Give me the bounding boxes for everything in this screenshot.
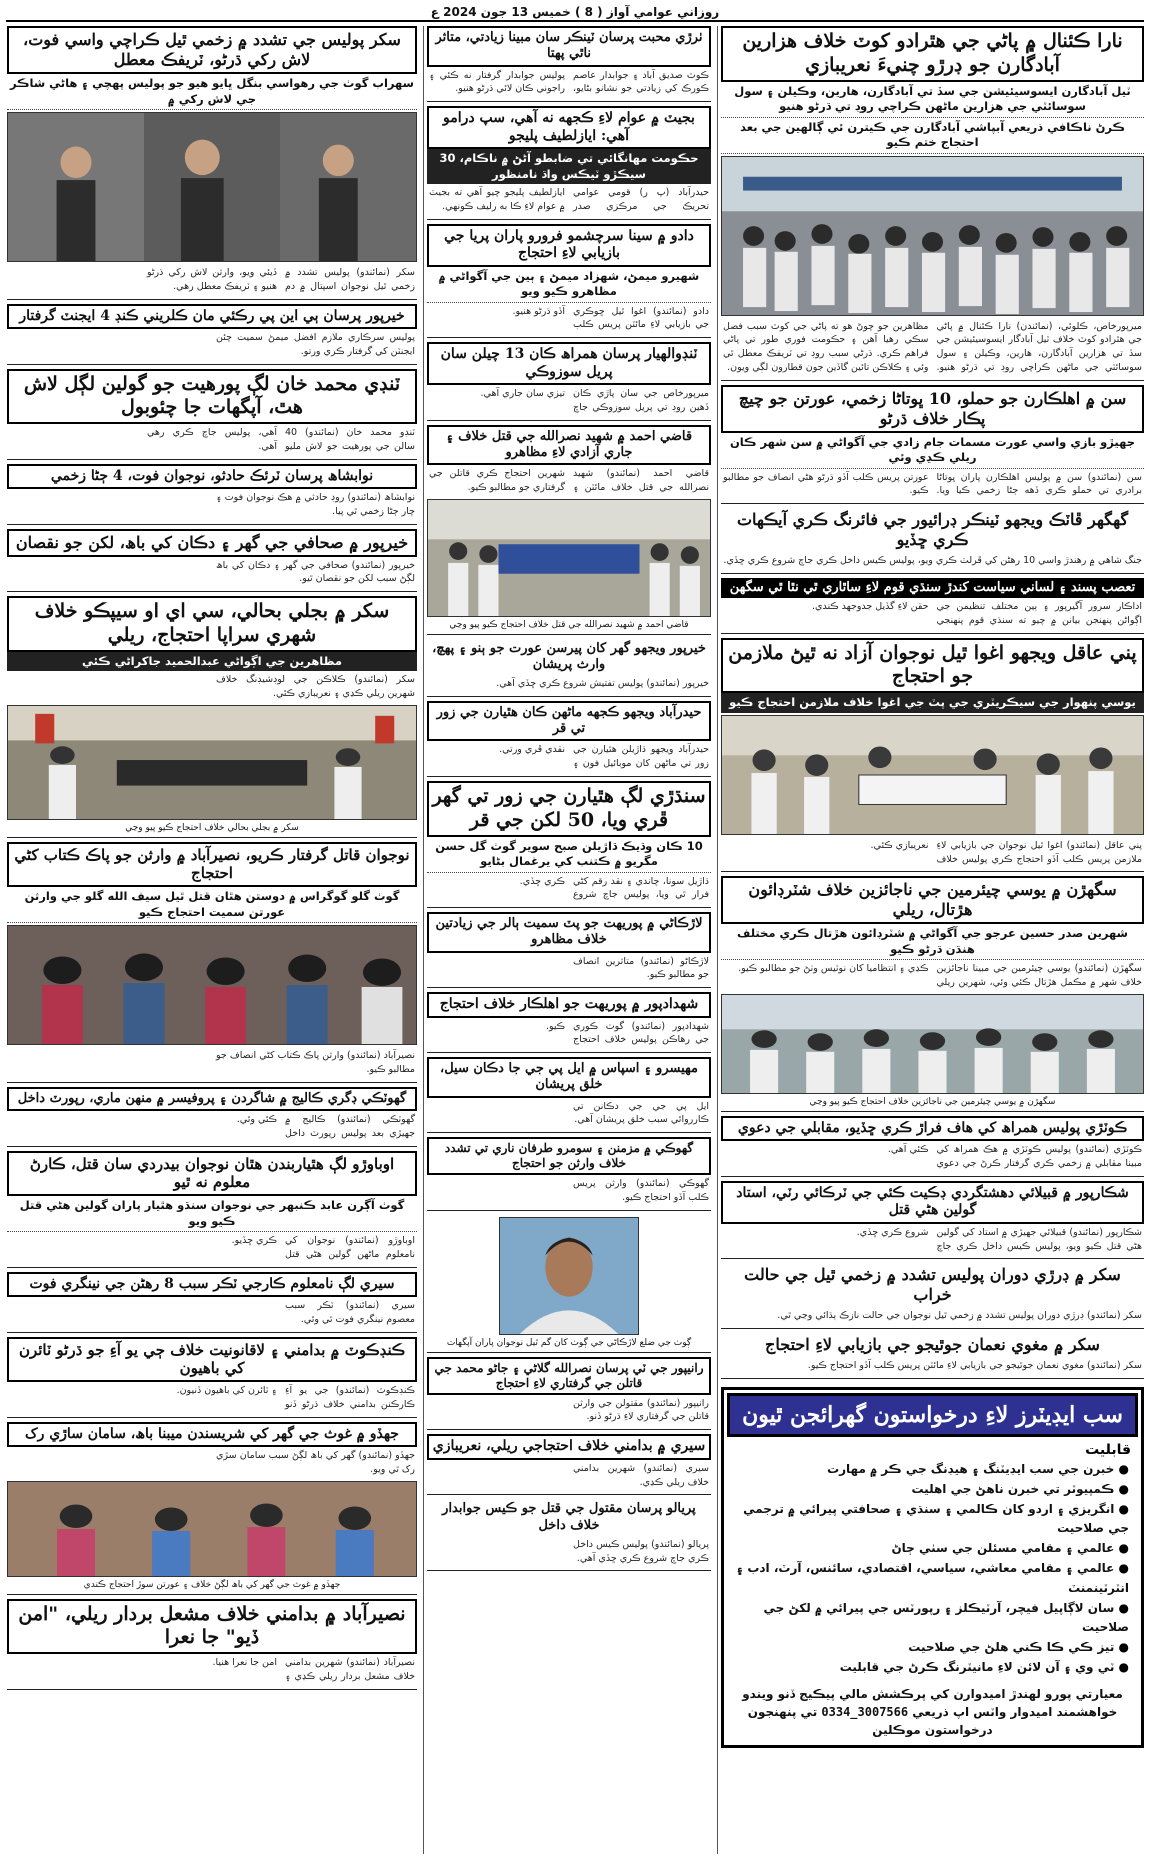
ad-contact [730,1703,1135,1739]
story-pano-aqil [721,638,1144,873]
column-middle [423,26,711,1854]
story-khairpur-fire [7,529,417,593]
story-shahdadpur [427,992,711,1053]
headline: سيري لڳ نامعلوم ڪارجي ٽڪر سبب 8 رهڻن جي نينگري فوت [7,1272,417,1298]
ad-item: ● سان لاڳاپيل فيچر، آرٽيڪلز ۽ رپورٽس جي پيرائي ۾ لکڻ جي صلاحيت [732,1599,1129,1639]
story-body: نصيرآباد (نمائندو) شهرين بدامني خلاف مشعل بردار ريلي ڪڍي ۽ امن جا نعرا هنيا. [212,1657,415,1682]
headline: سکر ۾ بجلي بحالي، سي اي او سيپڪو خلاف شهري سراپا احتجاج، ريلي [7,596,417,652]
story-body: سگهڙن (نمائندو) يوسي چيئرمين جي مبينا ناجائزين خلاف شهر ۾ مڪمل هڙتال ڪئي وئي، شهرين ريلي ڪڍي ۽ انتظاميا کان نوٽيس وٺڻ جو مطالبو ڪيو. [738,963,1142,989]
story-body: خيرپور (نمائندو) پوليس تفتيش شروع ڪري ڇڏي آهي. [496,678,709,690]
story-body: خيرپور (نمائندو) صحافي جي گهر ۽ دڪان کي باھ لڳڻ سبب لکن جو نقصان ٿيو. [216,559,415,585]
story-body: سيري (نمائندو) شهرين بدامني خلاف ريلي ڪڍي. [573,1462,709,1488]
headline: بجيٽ ۾ عوام لاءِ ڪجهه نه آهي، سپ درامو آهي: ايازلطيف پليجو [427,106,711,149]
headline: ڪنڊڪوٽ ۾ بدامني ۽ لاقانونيت خلاف ڄي يو آءِ جو ڌرڻو ٽائرن کي باهيون [7,1337,417,1383]
story-sukkur-injured [721,1263,1144,1329]
headline: تعصب پسند ۽ لساني سياست کندڙ سنڌي قوم لاءِ ساٿاري ٿي نٿا ٿي سگهن [721,578,1144,598]
headline: ٽنڊي محمد خان لڳ پورهيت جو گولين لڳل لاش هٿ، آپگهات جا چئوبول [7,369,417,425]
headline: ٺرڙي محبت پرسان ٽينڪر سان مبينا زيادتي، متاثر ناٿي پهتا [427,26,711,67]
headline: نصيرآباد ۾ بدامني خلاف مشعل بردار ريلي، "امن ڏيو" جا نعرا [7,1599,417,1655]
protest-photo [721,715,1144,835]
story-ghotki-protest [427,1137,711,1211]
columns [6,26,1144,1854]
story-kandhkot [7,1337,417,1418]
ad-item: ● تيز ڪي ڪا ڪني هلڻ جي صلاحيت [732,1638,1129,1658]
headline: قاضي احمد ۾ شهيد نصرالله جي قتل خلاف ۽ جاري آزادي لاءِ مظاهرو [427,425,711,466]
story-body: لاڙڪاڻو (نمائندو) متاثرين انصاف جو مطالبو ڪيو. [573,955,709,981]
story-tando-mk [7,369,417,460]
headline: ڪوٽڙي پوليس همراھ کي هاف فراڙ ڪري ڇڏيو، مقابلي جي دعوي [721,1116,1144,1142]
story-body: جنگ شاهي ۾ رهندڙ واسي 10 رهڻن کي ڦرلٽ ڪري ويو، پوليس ڪيس داخل ڪري جاچ شروع ڪري ڇڏي. [723,555,1142,567]
story-body: دادو (نمائندو) اغوا ٿيل ڇوڪري جي بازيابي لاءِ مائٽن پريس ڪلب آڏو ڌرڻو هنيو. [512,305,709,331]
subheadline: سهراب گوٺ جي رهواسي بنگل ڀايو هيو جو پوليس پهچي ۽ هاڻي شاڪر جي لاش رکي ۾ [7,74,417,110]
story-shikarpur [721,1181,1144,1260]
headline: گهوٽڪي ڊگري ڪاليج ۾ شاگردن ۽ پروفيسر ۾ منهن ماري، رپورٽ داخل [7,1087,417,1111]
story-body: اداڪار سرور آگيرپور ۽ ٻين مختلف تنظيمن جي اڳواڻن پنهنجن بيانن ۾ چيو ته سنڌي قوم پنهنجي حقن لاءِ گڏيل جدوجهد ڪندي. [812,601,1142,626]
story-body: شڪارپور (نمائندو) قبيلائي جهيڙي ۾ استاد کي گولين هڻي قتل ڪيو ويو، پوليس ڪيس داخل ڪري جاچ شروع ڪري ڇڏي. [856,1226,1142,1252]
story-ranipur [427,1357,711,1431]
headline: سن ۾ اهلڪارن جو حملو، 10 ڀوتاڻا زخمي، عورتن جو چيچ پڪار خلاف ڌرڻو [721,385,1144,433]
photo-caption: جهڏو ۾ غوث جي گهر کي باھ لڳڻ خلاف ۽ عورتن سوڙ احتجاج ڪندي [83,1579,341,1590]
story-budget [427,106,711,220]
story-body: قاضي احمد (نمائندو) شهيد نصرالله جي قتل خلاف مائٽن ۽ شهرين احتجاج ڪري قاتلن جي گرفتاري جو مطالبو ڪيو. [429,468,709,493]
story-qazi-ahmed [427,425,711,635]
story-body: رانيپور (نمائندو) مقتولن جي وارثن قاتلن جي گرفتاري لاءِ ڌرڻو ڏنو. [573,1397,709,1423]
story-sindhri [427,781,711,908]
masthead: روزاني عوامي آواز ( 8 ) خميس 13 جون 2024 ع [6,4,1144,22]
story-sann-attack [721,385,1144,505]
ad-subtitle: قابليت [1085,1441,1131,1458]
story-body: پني عاقل (نمائندو) اغوا ٿيل نوجوان جي بازيابي لاءِ ملازمن پريس ڪلب آڏو احتجاج ڪري پوليس خلاف نعريبازي ڪئي. [870,839,1142,865]
story-body: سن (نمائندو) سن ۾ پوليس اهلڪارن پاران ڀوتاڻا برادري تي حملو ڪري ڏهه ڄڻا زخمي ڪيا ويا. عورتن پريس ڪلب آڏو ڌرڻو هڻي انصاف جو مطالبو ڪيو. [723,471,1142,497]
photo-caption: قاضي احمد ۾ شهيد نصرالله جي قتل خلاف احتجاج ڪيو پيو وڃي [449,619,689,630]
story-body: پوليس سرڪاري ملازم افضل ميمڻ سميت چئن ايجنٽن کي گرفتار ڪري ورتو. [216,332,415,357]
story-body: ٽنڊو محمد خان (نمائندو) 40 سالن جي پورهيت جو لاش مليو آهي، پوليس جاچ ڪري رهي آهي. [147,427,415,452]
headline: پني عاقل ويجهو اغوا ٿيل نوجوان آزاد نه ٿيڻ ملازمن جو احتجاج [721,638,1144,694]
story-body: ڪوٽ صديق آباد ۽ جوابدار عاصم ڪورڪ کي زيادتي جو نشانو بڻايو، پوليس جوابدار گرفتار نه ڪئي ۽ راجوني ڪان لائي ڌرڻو هنيو. [429,69,709,95]
headline: نوابشاھ پرسان ٽرئڪ حادثو، نوجوان فوت، 4 ڄڻا زخمي [7,464,417,490]
story-body: ميرپورخاص، ڪلوئي، (نمائندن) نارا ڪئنال ۾ پاڻي جي هٿرادو کوٽ خلاف ٽيل آبادگار ايسوسيئيشن جي سڏ تي هزارين آبادگارن، هارين، وڪيلن ۽ سول سوسائٽي جي ماڻهن ڪراچي روڊ تي ڌرڻو هنيو. مظاهرين جو چوڻ هو ته پاڻي جي کوٽ سبب فصل سڪي رهيا آهن ۽ حڪومت فوري طور تي پاڻي فراهم ڪري. ڌرڻي سبب روڊ تي ٽريفڪ معطل ٿي وئي ۽ ڪلاڪن تائين گاڏين جون قطارون لڳي ويون. [723,320,1142,373]
headline: سيري ۾ بدامني خلاف احتجاجي ريلي، نعريبازي [427,1434,711,1460]
story-ghaghar [721,508,1144,574]
story-body: ايل پي جي جي دڪانن تي ڪارروائي سبب خلق پريشان آهي. [573,1100,709,1126]
subheadline: شهيرو ميمڻ، شهزاد ميمڻ ۽ ٻين جي آگواڻي ۾ مظاهرو ڪيو ويو [427,267,711,303]
story-body: ميرپورخاص جي سان پاڙي ڪان ڏهين روڊ تي پريل سوزوڪي جاچ تيزي سان جاري آهي. [480,388,709,413]
subheadline: گوٺ گلو گوگراس ۾ دوستن هٿان قتل ٿيل سيف الله گلو جي وارثن عورتن سميت احتجاج ڪيو [7,887,417,923]
story-body: نصيرآباد (نمائندو) وارثن پاڪ ڪتاب کڻي انصاف جو مطالبو ڪيو. [216,1050,415,1076]
ad-item: ● عالمي ۽ مقامي مسئلن جي سٺي ڄاڻ [732,1539,1129,1559]
story-body: اوباوڙو (نمائندو) نوجوان کي نامعلوم ماڻهن گولين هڻي قتل ڪري ڇڏيو. [231,1235,415,1260]
story-body: نوابشاھ (نمائندو) روڊ حادثي ۾ هڪ نوجوان فوت ۽ چار ڄڻا زخمي ٿي پيا. [216,492,415,517]
headline: مهيسرو ۽ اسپاس ۾ ايل پي جي جا دڪان سيل، خلق پريشان [427,1057,711,1098]
story-body: گهوڪي (نمائندو) وارثن پريس ڪلب آڏو احتجاج ڪيو. [573,1178,709,1203]
story-mehisro [427,1057,711,1133]
ad-contact-tail: تي پنهنجون درخواستون موڪلين [747,1704,993,1737]
story-body: شهدادپور (نمائندو) گوٺ ڪوري جي رهاڪن پوليس خلاف احتجاج ڪيو. [545,1020,709,1046]
protest-photo [721,994,1144,1094]
headline: سکر پوليس جي تشدد ۾ زخمي ٿيل ڪراچي واسي فوت، لاش رکي ڌرڻو، ٽريفڪ معطل [7,26,417,74]
story-obaro [7,1151,417,1268]
photo-caption: سگهڙن ۾ يوسي چيئرمين جي ناجائزين خلاف احتجاج ڪيو پيو وڃي [809,1096,1056,1107]
headline: اوباوڙو لڳ هٿياربندن هٿان نوجوان بيدردي سان قتل، ڪارڻ معلوم نه ٿيو [7,1151,417,1197]
ad-item: ● خبرن جي سب ايڊيٽنگ ۽ هيڊنگ جي ڪر ۾ مهارت [732,1460,1129,1480]
story-nawabshah [7,464,417,525]
story-sepco [7,596,417,838]
subheadline: يوسي پنهوار جي سيڪريٽري جي پٽ جي اغوا خلاف ملازمن احتجاج ڪيو [721,693,1144,713]
subheadline: حڪومت مهانگائي تي ضابطو آڻڻ ۾ ناڪام، 30 سيڪڙو ٽيڪس واڌ نامنظور [427,149,711,184]
subheadline: شهرين صدر حسين عرجو جي آگواڻي ۾ شٽرڊائون هڙتال ڪري مختلف هنڌن ڌرڻو ڪيو [721,924,1144,960]
subheadline: گوٺ آڳرن عابد ڪنبهر جي نوجوان سنڌو هٿيار پاران گولين هڻي قتل ڪيو ويو [7,1196,417,1232]
headline: لاڙڪاڻي ۾ پوريهت جو پٽ سميت ٻالر جي زيادتين خلاف مظاهرو [427,912,711,953]
protest-photo [721,156,1144,316]
ad-requirements [724,1460,1141,1682]
story-seri-accident [7,1272,417,1333]
headline: سگهڙن ۾ يوسي چيئرمين جي ناجائزين خلاف شٽرڊائون هڙتال، ريلي [721,876,1144,924]
headline: جهڏو ۾ غوث جي گهر کي شريسندن ميبنا باھ، سامان ساڙي رک [7,1422,417,1448]
headline: خيرپور پرسان ٻي اين پي رڪئي مان ڪلريني ڪنڊ 4 ايجنٽ گرفتار [7,304,417,330]
portrait-photo [499,1217,639,1335]
story-seri-rally [427,1434,711,1495]
headline: سکر ۾ مغوي نعمان جوٿيجو جي بازيابي لاءِ احتجاج [765,1335,1100,1355]
story-body: سکر (نمائندو) ڪلاڪن جي لوڊشيڊنگ خلاف شهرين ريلي ڪڍي ۽ نعريبازي ڪئي. [216,674,415,699]
story-sukkur-kidnap [721,1333,1144,1379]
ad-footer [724,1682,1141,1745]
story-jhuddo [7,1422,417,1595]
headline: رانيپور جي ٽي پرسان نصرالله گلاڻي ۽ جاڻو محمد جي قاتلن جي گرفتاري لاءِ احتجاج [427,1357,711,1395]
story-body: پريالو (نمائندو) پوليس ڪيس داخل ڪري جاچ شروع ڪري ڇڏي آهي. [573,1538,709,1564]
story-nasirabad-rally [7,1599,417,1690]
story-nara-canal [721,26,1144,381]
column-left [4,26,417,1854]
protest-photo [7,705,417,820]
ad-phone: 0334_3007566 [821,1704,909,1719]
story-khairpur-agents [7,304,417,365]
subheadline: ٽيل آبادگارن ايسوسيئيشن جي سڏ تي آبادگارن، هارين، وڪيلن ۽ سول سوسائٽي جي هزارين ماڻهن ڪراچي روڊ تي ڌرڻو هنيو [721,82,1144,118]
story-body: سکر (نمائندو) مغوي نعمان جوٿيجو جي بازيابي لاءِ مائٽن پريس ڪلب آڏو احتجاج ڪيو. [807,1360,1142,1372]
job-advertisement [721,1387,1144,1748]
story-body: ڪنڊڪوٽ (نمائندو) جي يو آءِ ڪارڪنن بدامني خلاف ڌرڻو ڏنو ۽ ٽائرن کي باهيون ڏنيون. [176,1385,415,1410]
ad-footer-note: معيارتي پورو لهندڙ اميدوارن کي پرڪشش مالي پيڪيج ڏنو ويندو [742,1686,1123,1701]
headline: خيرپور ۾ صحافي جي گهر ۽ دڪان کي باھ، لکن جو نقصان [7,529,417,557]
headline: شڪارپور ۾ قبيلائي دهشتگردي ڊڪيت ڪئي جي ٽرڪائي رٽي، استاد گولين هڻي قتل [721,1181,1144,1224]
headline: گهگهر ڦاٽڪ ويجهو ٽينڪر ڊرائيور جي فائرنگ ڪري آيڪهات ڪري ڇڏيو [736,510,1129,550]
subheadline: جهيڙو بازي واسي عورت مسمات جام زادي جي آگواڻي ۾ سن شهر ڪان ريلي ڪڍي وئي [721,433,1144,469]
column-right [717,26,1144,1854]
protest-photo [7,1481,417,1577]
story-body: ڌاڙيل سونا، چاندي ۽ نقد رقم کڻي فرار ٿي ويا، پوليس جاچ شروع ڪري ڇڏي. [519,875,709,901]
story-portrait [427,1215,711,1353]
headline: نوجوان قاتل گرفتار ڪريو، نصيرآباد ۾ وارثن جو پاڪ ڪتاب کڻي احتجاج [7,842,417,888]
subheadline: مظاهرين جي اڳواڻي عبدالحميد جاکراڻي ڪئي [7,652,417,672]
story-nasirabad-protest [7,842,417,1083]
headline: نارا ڪئنال ۾ پاڻي جي هٿرادو کوٽ خلاف هزارين آبادگارن جو ڊرڙو چنيءَ نعريبازي [721,26,1144,82]
story-body: سکر (نمائندو) پوليس تشدد ۾ زخمي ٿيل نوجوان اسپتال ۾ دم ڏيئي ويو، وارثن لاش رکي ڌرڻو هنيو ۽ ٽريفڪ معطل رهي. [147,267,415,292]
story-khairpur-woman [427,639,711,697]
subheadline: ڪرڻ ناڪافي ذريعي آبپاشي آبادگارن جي ڪيترن ئي ڳالهين جي بعد احتجاج ختم ڪيو [721,118,1144,154]
story-pryalo [427,1499,711,1571]
story-sukkur-death [7,26,417,300]
ad-title: سب ايڊيٽرز لاءِ درخواستون گهرائجن ٿيون [727,1393,1138,1437]
story-body: سيري (نمائندو) ٽڪر سبب معصوم نينگري فوت ٿي وئي. [285,1300,415,1325]
story-body: حيدرآباد ويجهو ڌاڙيلن هٿيارن جي زور تي ماڻهن کان موبائيل فون ۽ نقدي ڦري ورتي. [499,744,709,770]
story-hyderabad-robbery [427,701,711,777]
photo-caption: ڳوٺ جي ضلع لاڙڪاڻي جي ڳوٺ کان گم ٿيل نوجوان پاران آپگهات [446,1337,692,1348]
story-body: گهوٽڪي (نمائندو) ڪاليج ۾ جهيڙي بعد پوليس رپورٽ داخل ڪئي وئي. [236,1114,415,1139]
headline: دادو ۾ سينا سرچشمو فرورو پاران پريا جي بازيابي لاءِ احتجاج [427,224,711,267]
ad-item: ● عالمي ۽ مقامي معاشي، سياسي، اقتصادي، سائنس، آرٽ، ادب ۽ انٽرٽينمنٽ [732,1559,1129,1599]
ad-contact-label: خواهشمند اميدوار واٽس اپ ذريعي [912,1704,1118,1719]
photo-caption: سکر ۾ بجلي بحالي خلاف احتجاج ڪيو پيو وڃي [125,822,299,833]
news-photo [7,112,417,262]
headline: سنڌڙي لڳ هٿيارن جي زور تي گهر ڦري ويا، 50 لکن جي قر [427,781,711,837]
headline: حيدرآباد ويجهو ڪجهه ماڻهن ڪان هٿيارن جي زور تي قر [427,701,711,742]
story-dadu [427,224,711,339]
story-ghotki-college [7,1087,417,1147]
story-kotri [721,1116,1144,1177]
story-body: جهڏو (نمائندو) گهر کي باھ لڳڻ سبب سامان سڙي رک ٿي ويو. [216,1450,415,1475]
story-body: ڪوٽڙي (نمائندو) پوليس ڪوٽڙي ۾ هڪ همراھ کي مبينا مقابلي ۾ زخمي ڪري گرفتار ڪرڻ جي دعوي ڪئي آهي. [887,1144,1142,1170]
protest-photo [427,499,711,617]
ad-item: ● ٽي وي ۽ آن لائن لاءِ مانيٽرنگ ڪرڻ جي قابليت [732,1658,1129,1678]
story-tharri [427,26,711,102]
protest-photo [7,925,417,1045]
headline: ٽنڊوالهيار پرسان همراھ ڪان 13 چيلن سان پريل سوزوڪي [427,342,711,385]
story-body: سکر (نمائندو) ڊرڙي دوران پوليس تشدد ۾ زخمي ٿيل نوجوان جي حالت نازڪ ٻڌائي وڃي ٿي. [777,1310,1142,1322]
ad-item: ● انگريزي ۽ اردو کان ڪالمي ۽ سنڌي ۽ صحافتي پيرائي ۾ ترجمي جي صلاحيت [732,1500,1129,1540]
headline: خيرپور ويجهو گهر کان پيرسن عورت جو ٻنو ۽ پهچ، وارث پريشان [432,640,706,672]
ad-item: ● ڪمپيوٽر تي خبرن ناهڻ جي اهليت [732,1480,1129,1500]
subheadline: 10 ڪان وڌيڪ ڌاڙيلن صبح سوير گوٺ گل حسن مگريو ۾ ڪتنب کي يرغمال بڻايو [427,837,711,873]
story-taasub [721,578,1144,634]
headline: شهدادپور ۾ پوريهت جو اهلڪار خلاف احتجاج [427,992,711,1018]
story-tando-allahyar [427,342,711,421]
headline: سکر ۾ ڊرڙي دوران پوليس تشدد ۾ زخمي ٿيل جي حالت خراب [744,1265,1121,1305]
story-sagharan [721,876,1144,1112]
headline: پريالو پرسان مقتول جي قتل جو ڪيس جوابدار خلاف داخل [442,1501,696,1533]
story-body: حيدرآباد (پ ر) قومي عوامي تحريڪ جي مرڪزي صدر ايازلطيف پليجو چيو آهي ته بجيٽ ۾ عوام لاءِ ڪا به رليف ڪونهي. [429,187,709,212]
headline: گهوڪي ۾ مزمنن ۽ سومرو طرفان ناري تي تشدد خلاف وارثن جو احتجاج [427,1137,711,1175]
story-larkana [427,912,711,988]
